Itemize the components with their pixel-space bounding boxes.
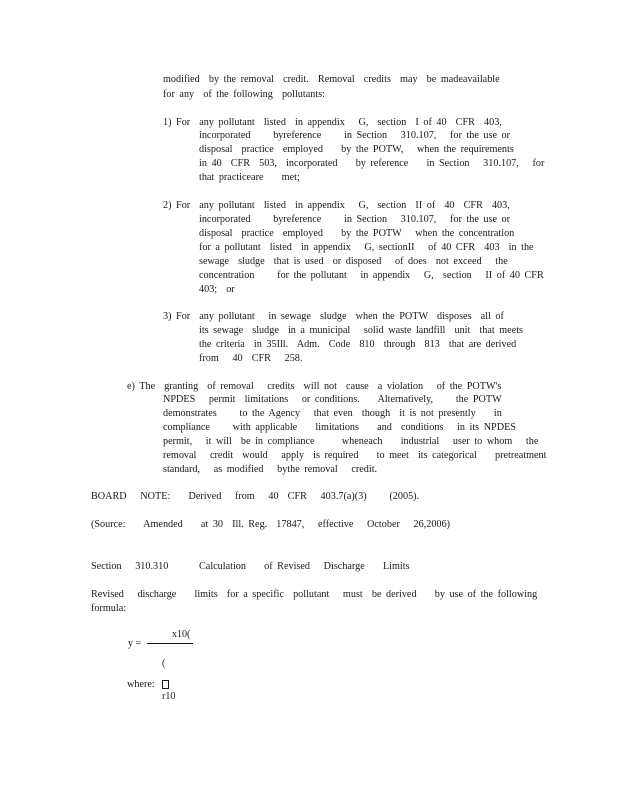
item-e-line-6: removal credit would apply is required to meet its categorical pretreatment (163, 450, 547, 461)
source-note: (Source: Amended at 30 Ill. Reg. 17847, effective October 26,2006) (91, 519, 451, 530)
item3-line-4: from 40 CFR 258. (199, 353, 303, 364)
item1-line-4: in 40 CFR 503, incorporated by reference in Section 310.107, for (199, 158, 545, 169)
denominator-open: ( (162, 658, 166, 669)
item2-line-4: for a pollutant listed in appendix G, sectionII of 40 CFR 403 in the (199, 242, 534, 253)
item2-line-1: 2) For any pollutant listed in appendix G, section II of 40 CFR 403, (163, 200, 510, 211)
body-line-1: Revised discharge limits for a specific pollutant must be derived by use of the following (91, 589, 538, 600)
body-line-2: formula: (91, 603, 127, 614)
denominator-rest: r10 (162, 691, 176, 702)
item3-line-1: 3) For any pollutant in sewage sludge when the POTW disposes all of (163, 311, 504, 322)
section-number: Section 310.310 (91, 561, 169, 572)
item3-line-2: its sewage sludge in a municipal solid waste landfill unit that meets (199, 325, 524, 336)
where-label: where: (127, 679, 155, 690)
board-note: BOARD NOTE: Derived from 40 CFR 403.7(a)(3) (2005). (91, 491, 420, 502)
item-e-line-1: e) The granting of removal credits will not cause a violation of the POTW's (127, 381, 502, 392)
item2-line-2: incorporated byreference in Section 310.107, for the use or (199, 214, 511, 225)
item2-line-3: disposal practice employed by the POTW when the concentration (199, 228, 515, 239)
formula-numerator: x10( (172, 629, 191, 640)
item-e-line-7: standard, as modified bythe removal credit. (163, 464, 378, 475)
item2-line-6: concentration for the pollutant in appendix G, section II of 40 CFR (199, 270, 544, 281)
item-e-line-2: NPDES permit limitations or conditions. Alternatively, the POTW (163, 394, 502, 405)
item-e-line-3: demonstrates to the Agency that even though it is not presently in (163, 408, 502, 419)
missing-glyph-icon (162, 680, 169, 689)
item1-line-1: 1) For any pollutant listed in appendix G, section I of 40 CFR 403, (163, 117, 502, 128)
intro-line-1: modified by the removal credit. Removal credits may be madeavailable (163, 74, 500, 85)
item1-line-5: that practiceare met; (199, 172, 300, 183)
fraction-bar (147, 643, 193, 644)
item3-line-3: the criteria in 35Ill. Adm. Code 810 through 813 that are derived (199, 339, 517, 350)
section-title: Calculation of Revised Discharge Limits (199, 561, 410, 572)
item-e-line-5: permit, it will be in compliance wheneach industrial user to whom the (163, 436, 539, 447)
item2-line-5: sewage sludge that is used or disposed of does not exceed the (199, 256, 508, 267)
item1-line-2: incorporated byreference in Section 310.107, for the use or (199, 130, 511, 141)
item2-line-7: 403; or (199, 284, 235, 295)
formula-lhs: y = (128, 638, 142, 649)
intro-line-2: for any of the following pollutants: (163, 89, 325, 100)
item-e-line-4: compliance with applicable limitations and conditions in its NPDES (163, 422, 516, 433)
item1-line-3: disposal practice employed by the POTW, when the requirements (199, 144, 514, 155)
